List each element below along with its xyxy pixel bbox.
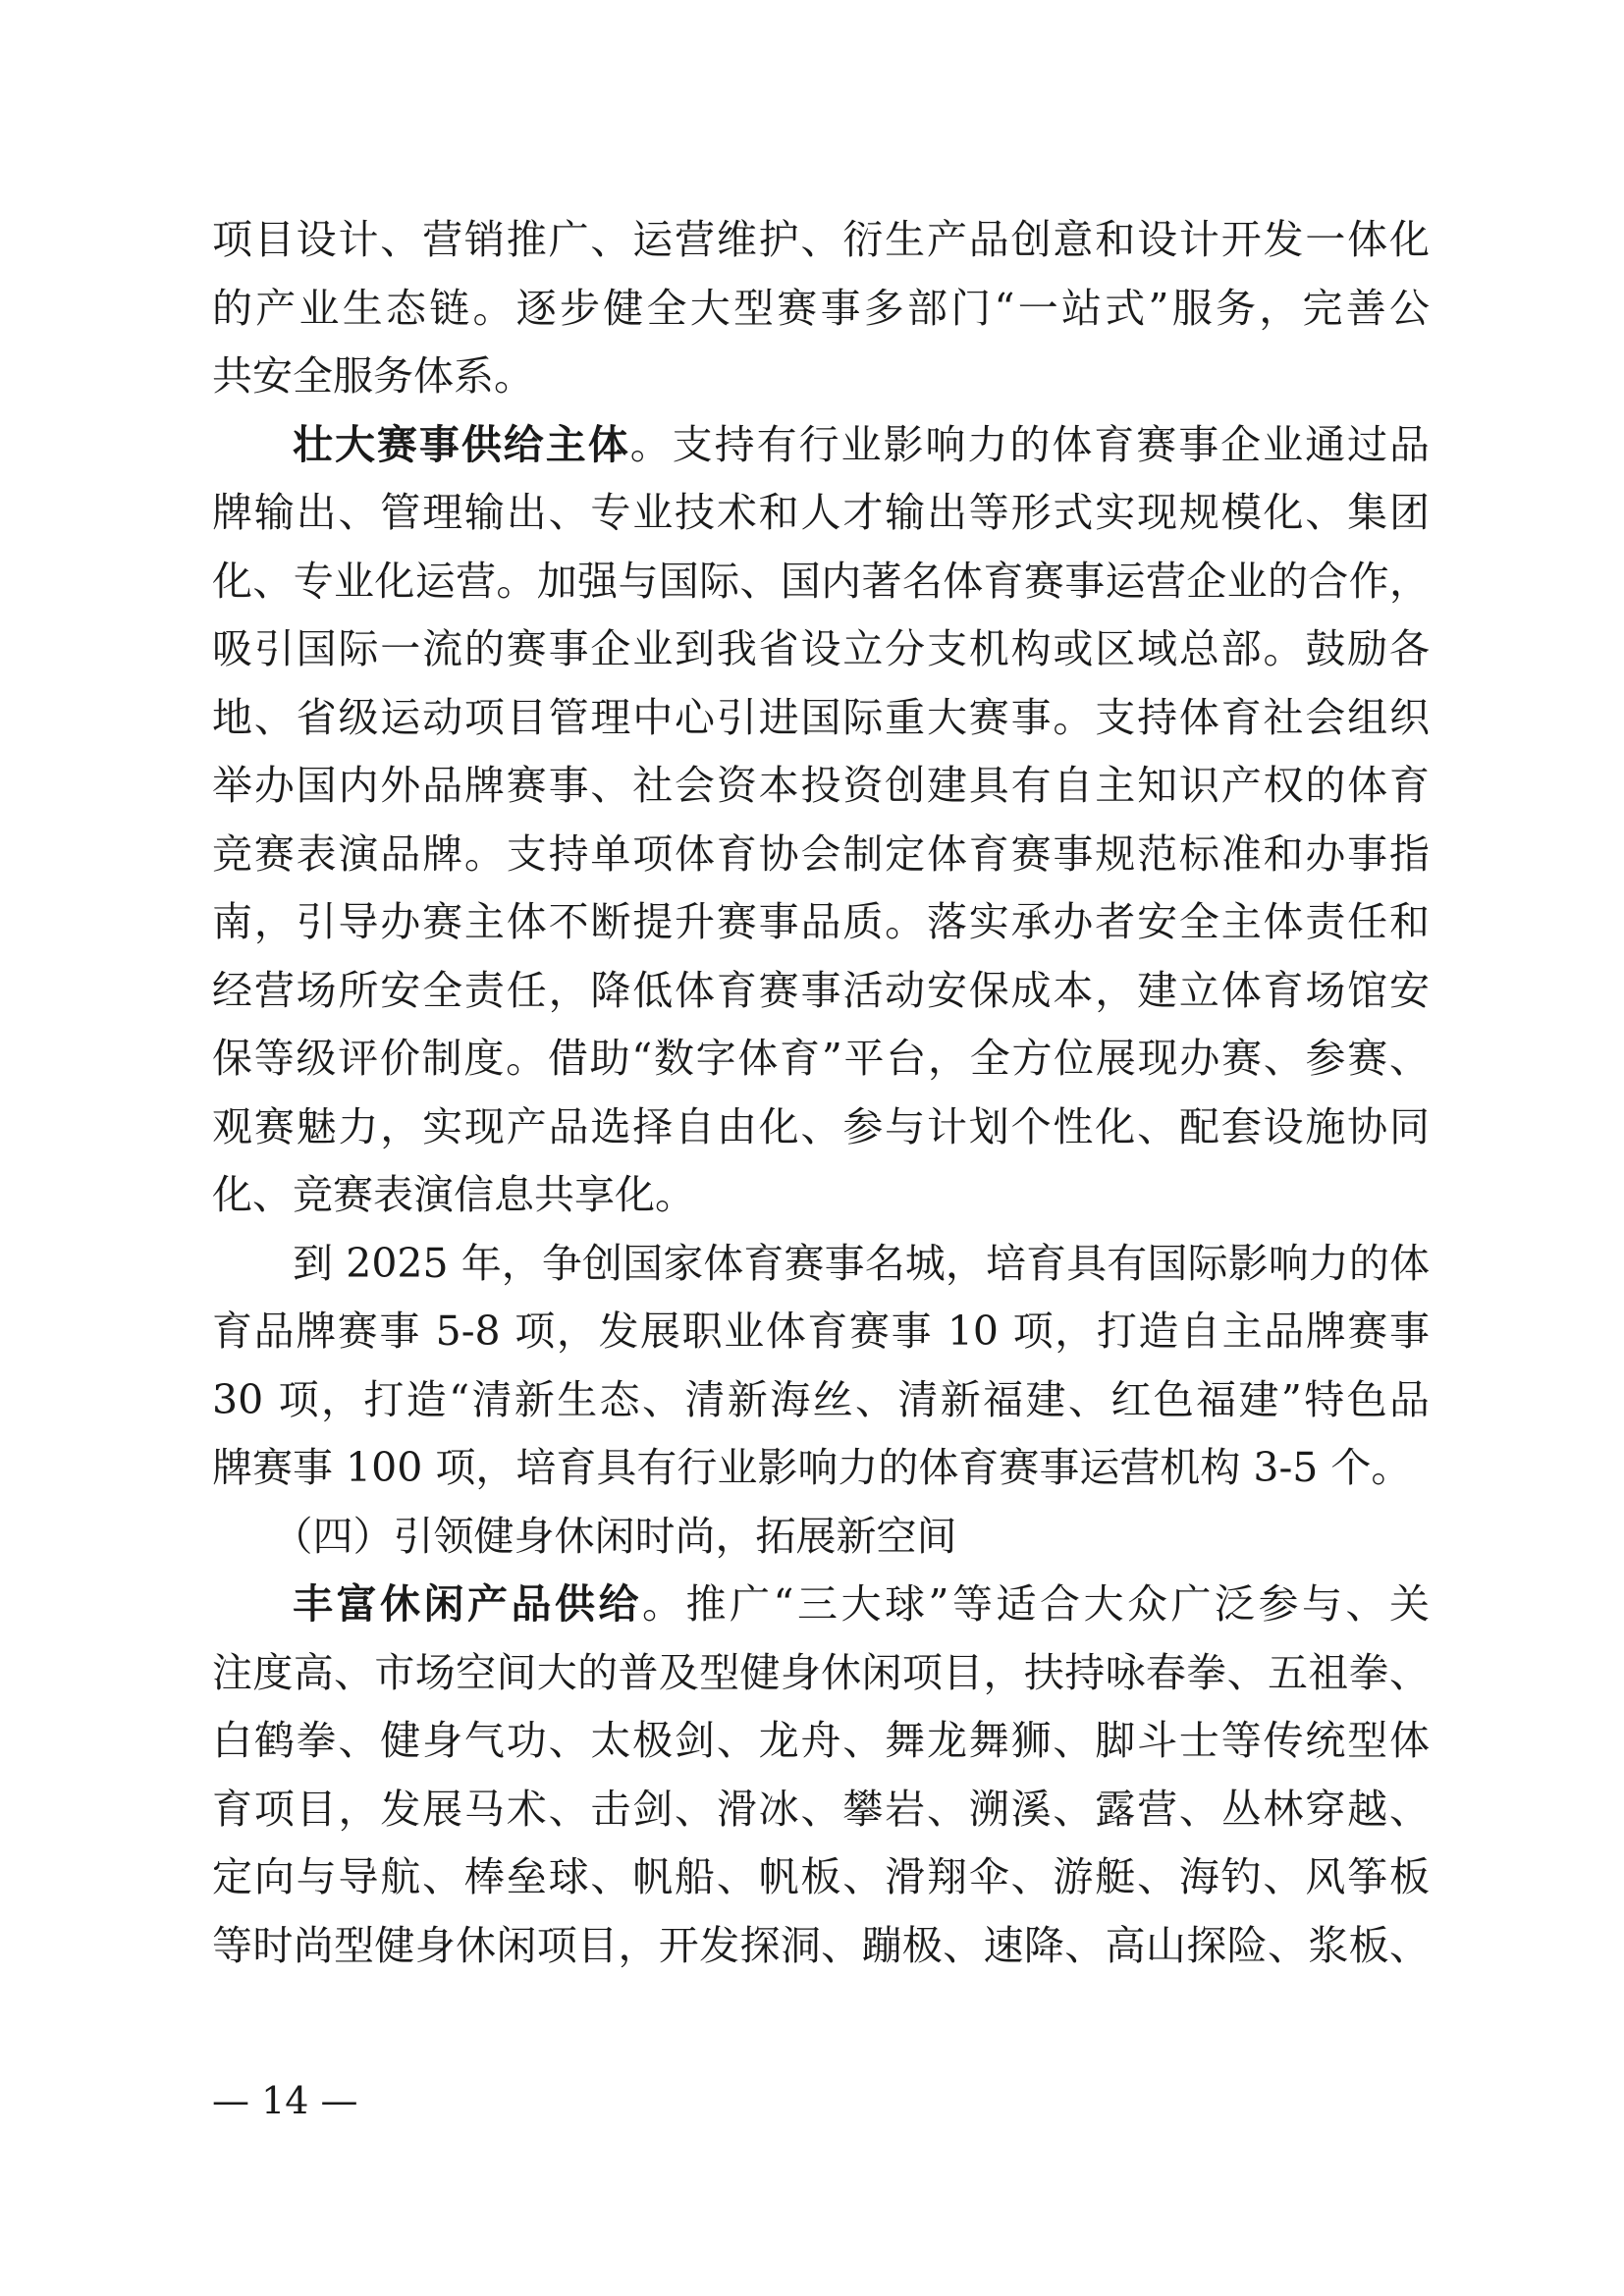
text-line	[212, 275, 1430, 344]
text-line	[212, 206, 1430, 275]
line-text: 地、省级运动项目管理中心引进国际重大赛事。支持体育社会组织	[212, 693, 1430, 741]
line-text: 30 项，打造“清新生态、清新海丝、清新福建、红色福建”特色品	[212, 1375, 1430, 1423]
text-line	[212, 1843, 1430, 1912]
line-text: 定向与导航、棒垒球、帆船、帆板、滑翔伞、游艇、海钓、风筝板	[212, 1853, 1430, 1900]
text-line	[212, 343, 1430, 411]
text-line	[212, 548, 1430, 616]
text-line	[212, 1776, 1430, 1844]
text-line	[212, 957, 1430, 1026]
text-line	[212, 821, 1430, 889]
line-text: 南，引导办赛主体不断提升赛事品质。落实承办者安全主体责任和	[212, 898, 1430, 945]
line-text: （四）引领健身休闲时尚，拓展新空间	[272, 1512, 957, 1560]
text-line	[212, 684, 1430, 753]
paragraph-lead-bold: 壮大赛事供给主体	[293, 420, 630, 468]
text-line	[212, 1230, 1430, 1299]
line-text: 牌赛事 100 项，培育具有行业影响力的体育赛事运营机构 3-5 个。	[212, 1444, 1412, 1491]
line-text: 育项目，发展马术、击剑、滑冰、攀岩、溯溪、露营、丛林穿越、	[212, 1785, 1430, 1833]
text-line	[212, 615, 1430, 684]
text-line	[212, 1366, 1430, 1435]
line-text: 育品牌赛事 5-8 项，发展职业体育赛事 10 项，打造自主品牌赛事	[212, 1308, 1430, 1355]
text-line	[212, 1434, 1430, 1503]
page-number: — 14 —	[212, 2079, 358, 2122]
paragraph-lead-bold: 丰富休闲产品供给	[293, 1580, 643, 1628]
text-line	[212, 1094, 1430, 1162]
text-line	[212, 1912, 1430, 1981]
line-text: 经营场所安全责任，降低体育赛事活动安保成本，建立体育场馆安	[212, 966, 1430, 1014]
text-line	[212, 1298, 1430, 1366]
line-text: 竞赛表演品牌。支持单项体育协会制定体育赛事规范标准和办事指	[212, 829, 1430, 878]
document-body	[212, 206, 1430, 1980]
text-line	[212, 1571, 1430, 1639]
line-text: 白鹤拳、健身气功、太极剑、龙舟、舞龙舞狮、脚斗士等传统型体	[212, 1717, 1430, 1764]
text-line	[212, 1161, 1430, 1230]
text-line	[212, 479, 1430, 548]
text-line	[212, 1707, 1430, 1776]
line-text: 观赛魅力，实现产品选择自由化、参与计划个性化、配套设施协同	[212, 1102, 1430, 1150]
line-text: 等时尚型健身休闲项目，开发探洞、蹦极、速降、高山探险、浆板、	[212, 1921, 1430, 1969]
text-line	[212, 1639, 1430, 1708]
text-line	[212, 752, 1430, 821]
line-text: 化、专业化运营。加强与国际、国内著名体育赛事运营企业的合作，	[212, 557, 1430, 605]
line-text: 。支持有行业影响力的体育赛事企业通过品	[629, 420, 1431, 468]
line-text: 化、竞赛表演信息共享化。	[212, 1171, 695, 1218]
line-text: 到 2025 年，争创国家体育赛事名城，培育具有国际影响力的体	[293, 1239, 1430, 1287]
text-line	[212, 411, 1430, 480]
line-text: 保等级评价制度。借助“数字体育”平台，全方位展现办赛、参赛、	[212, 1035, 1430, 1082]
line-text: 共安全服务体系。	[212, 352, 534, 400]
line-text: 牌输出、管理输出、专业技术和人才输出等形式实现规模化、集团	[212, 489, 1430, 536]
line-text: 。推广“三大球”等适合大众广泛参与、关	[642, 1580, 1431, 1628]
line-text: 吸引国际一流的赛事企业到我省设立分支机构或区域总部。鼓励各	[212, 625, 1430, 672]
line-text: 举办国内外品牌赛事、社会资本投资创建具有自主知识产权的体育	[212, 762, 1430, 809]
line-text: 的产业生态链。逐步健全大型赛事多部门“一站式”服务，完善公	[212, 284, 1430, 332]
text-line	[212, 1025, 1430, 1094]
line-text: 注度高、市场空间大的普及型健身休闲项目，扶持咏春拳、五祖拳、	[212, 1648, 1430, 1696]
text-line	[212, 888, 1430, 957]
section-heading	[212, 1503, 1430, 1572]
line-text: 项目设计、营销推广、运营维护、衍生产品创意和设计开发一体化	[212, 216, 1430, 263]
